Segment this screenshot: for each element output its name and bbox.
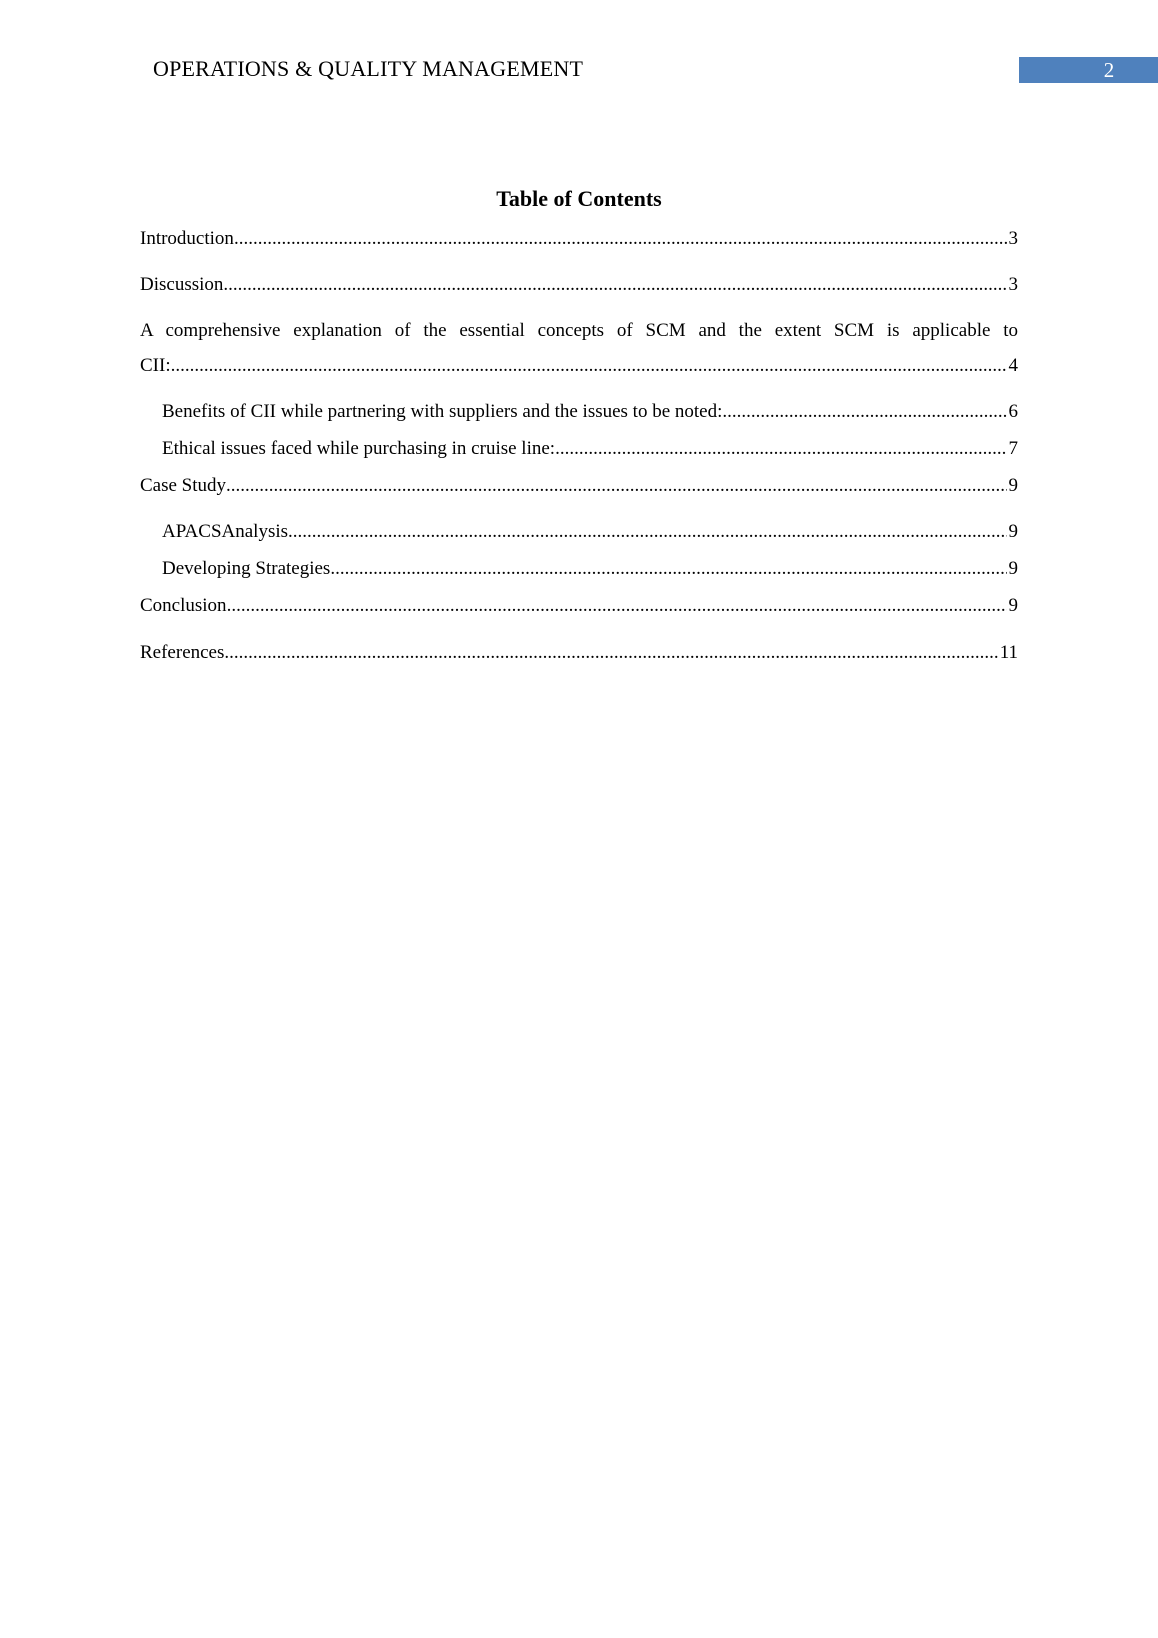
toc-entry-label: Case Study: [140, 475, 227, 496]
dot-leader: [722, 401, 1006, 423]
toc-entry-page: 6: [1008, 401, 1018, 422]
toc-entry-apacs-analysis[interactable]: [162, 521, 1018, 543]
toc-entry-page: 9: [1008, 475, 1018, 496]
toc-entry-ethical-issues[interactable]: [162, 438, 1018, 460]
dot-leader: [234, 228, 1007, 250]
toc-entry-page: 11: [999, 642, 1018, 663]
dot-leader: [171, 355, 1007, 377]
page-number: 2: [1103, 58, 1115, 82]
toc-entry-scm-line1[interactable]: A comprehensive explanation of the essential concepts of SCM and the extent SCM is applicable to: [140, 320, 1018, 341]
running-header-title: OPERATIONS & QUALITY MANAGEMENT: [153, 56, 584, 81]
page-number-box: [1019, 57, 1158, 83]
toc-entry-page: 9: [1008, 595, 1018, 616]
toc-entry-developing-strategies[interactable]: [162, 558, 1018, 580]
toc-entry-label: References: [140, 642, 225, 663]
toc-entry-page: 9: [1008, 521, 1018, 542]
dot-leader: [227, 595, 1007, 617]
toc-entry-label: CII:: [140, 355, 171, 376]
toc-entry-page: 7: [1008, 438, 1018, 459]
toc-entry-page: 3: [1008, 274, 1018, 295]
toc-entry-label: Developing Strategies: [162, 558, 331, 579]
toc-entry-introduction[interactable]: [140, 228, 1018, 250]
dot-leader: [330, 558, 1006, 580]
toc-entry-references[interactable]: [140, 642, 1018, 664]
toc-entry-page: 3: [1008, 228, 1018, 249]
toc-entry-label: Discussion: [140, 274, 224, 295]
dot-leader: [555, 438, 1006, 460]
dot-leader: [226, 475, 1006, 497]
toc-entry-label: Ethical issues faced while purchasing in cruise line:: [162, 438, 556, 459]
toc-entry-conclusion[interactable]: [140, 595, 1018, 617]
dot-leader: [223, 274, 1006, 296]
toc-entry-case-study[interactable]: [140, 475, 1018, 497]
toc-entry-discussion[interactable]: [140, 274, 1018, 296]
dot-leader: [288, 521, 1006, 543]
toc-entry-scm[interactable]: [140, 355, 1018, 377]
toc-entry-label: Benefits of CII while partnering with suppliers and the issues to be noted:: [162, 401, 723, 422]
toc-entry-page: 4: [1008, 355, 1018, 376]
dot-leader: [224, 642, 997, 664]
toc-entry-label: Conclusion: [140, 595, 227, 616]
toc-entry-benefits[interactable]: [162, 401, 1018, 423]
toc-entry-label: Introduction: [140, 228, 234, 249]
toc-entry-page: 9: [1008, 558, 1018, 579]
toc-entry-label: APACSAnalysis: [162, 521, 289, 542]
toc-heading: Table of Contents: [496, 186, 662, 211]
